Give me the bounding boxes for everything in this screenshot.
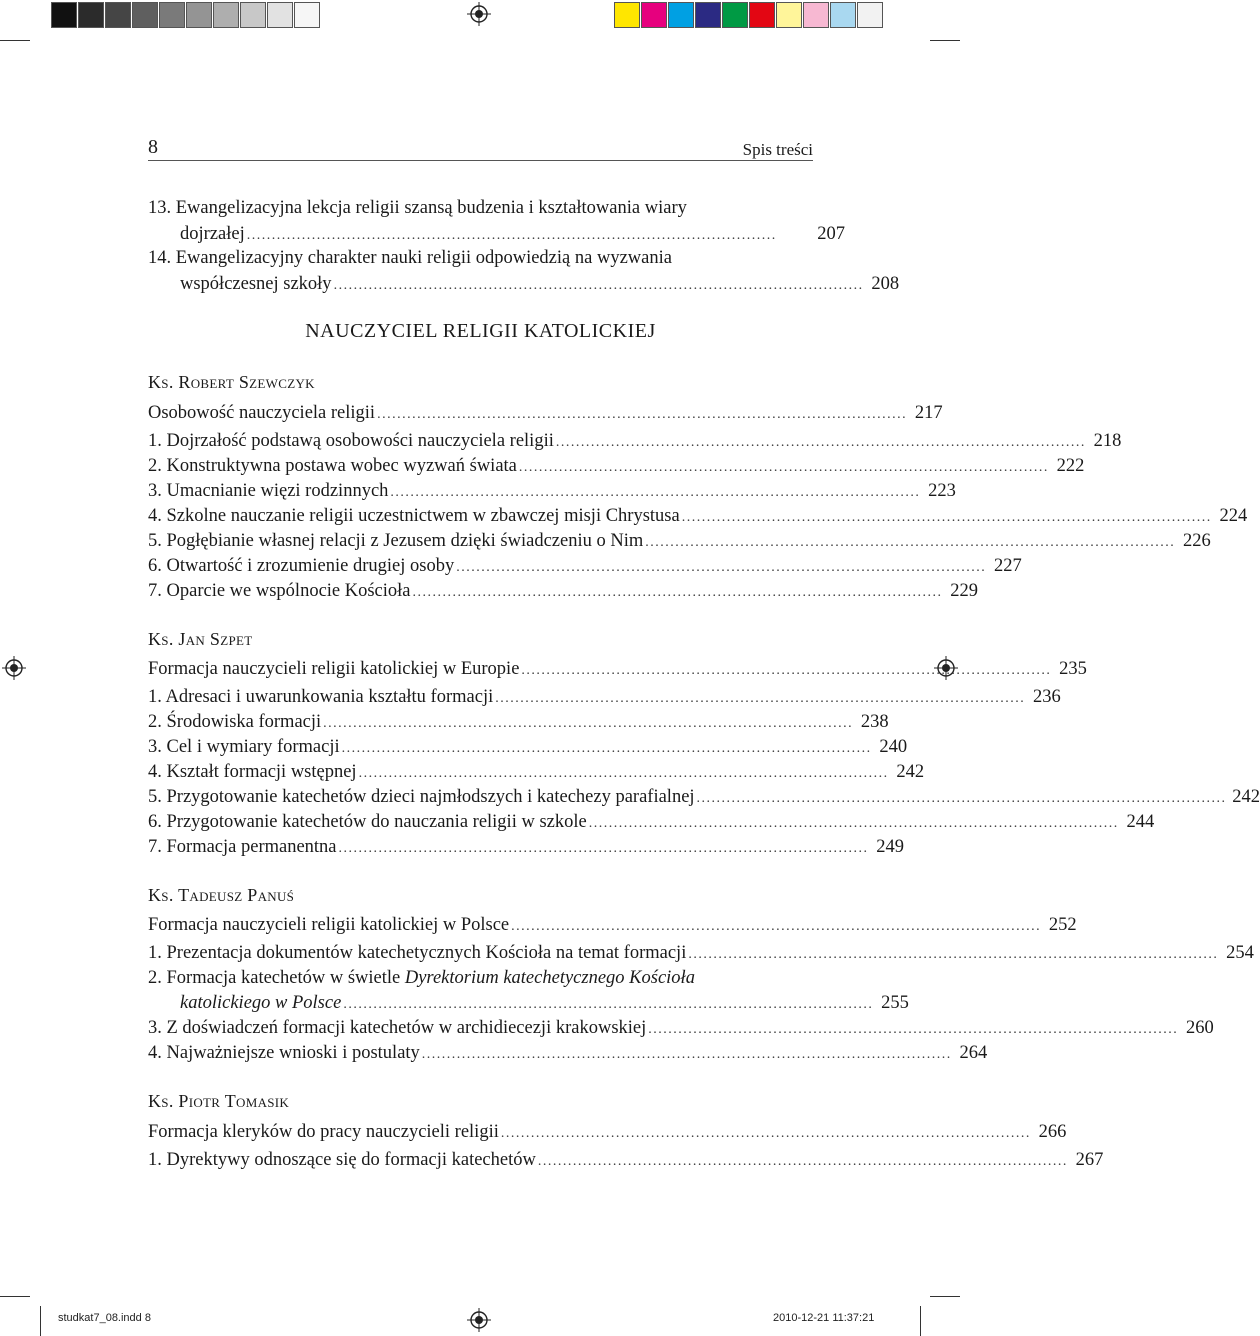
- toc-page-number: 223: [928, 481, 956, 501]
- toc-entry-text: 6. Przygotowanie katechetów do nauczania religii w szkole: [148, 812, 587, 832]
- color-swatch: [105, 2, 131, 28]
- author-name: Ks. Piotr Tomasik: [148, 1091, 290, 1111]
- toc-entry-text: Formacja nauczycieli religii katolickiej w Europie: [148, 659, 520, 679]
- color-swatch: [267, 2, 293, 28]
- color-swatch: [641, 2, 667, 28]
- grayscale-color-bar: [51, 2, 321, 28]
- toc-page-number: 227: [993, 556, 1022, 576]
- toc-page-number: 235: [1059, 659, 1087, 679]
- toc-entry-text: 3. Umacnianie więzi rodzinnych: [148, 481, 389, 501]
- toc-page-number: 249: [876, 837, 905, 857]
- toc-page-number: 255: [881, 993, 909, 1013]
- toc-page-number: 226: [1182, 531, 1211, 551]
- toc-entry-text: 13. Ewangelizacyjna lekcja religii szansą budzenia i kształtowania wiary: [148, 198, 687, 218]
- toc-entry[interactable]: [148, 735, 908, 760]
- leader-dots: [377, 402, 905, 427]
- toc-page-number: 260: [1186, 1018, 1214, 1038]
- toc-entry[interactable]: [148, 1016, 1214, 1041]
- leader-dots: [645, 530, 1173, 555]
- crop-mark: [40, 1306, 41, 1336]
- toc-entry-line: [148, 246, 813, 271]
- toc-entry-text: dojrzałej: [180, 224, 245, 244]
- leader-dots: [390, 480, 918, 505]
- toc-entry[interactable]: [148, 991, 909, 1016]
- color-swatch: [240, 2, 266, 28]
- toc-page-number: 242: [1232, 787, 1260, 807]
- toc-page-number: 224: [1219, 506, 1248, 526]
- leader-dots: [456, 555, 984, 580]
- toc-page-number: 266: [1038, 1122, 1067, 1142]
- toc-entry[interactable]: [148, 810, 1155, 835]
- running-header: [148, 136, 813, 161]
- toc-entry[interactable]: [148, 785, 1260, 810]
- toc-entry-text: 5. Pogłębianie własnej relacji z Jezusem dzięki świadczeniu o Nim: [148, 531, 644, 551]
- toc-entry-text: 1. Adresaci i uwarunkowania kształtu formacji: [148, 687, 494, 707]
- running-title: Spis treści: [742, 140, 813, 159]
- toc-entry-text: 1. Dyrektywy odnoszące się do formacji katechetów: [148, 1150, 536, 1170]
- toc-page-number: 207: [817, 224, 845, 244]
- toc-entry-text: 3. Cel i wymiary formacji: [148, 737, 340, 757]
- leader-dots: [521, 658, 1049, 683]
- color-swatch: [695, 2, 721, 28]
- toc-page-number: 218: [1093, 431, 1122, 451]
- registration-mark-icon: [2, 656, 26, 680]
- toc-entry[interactable]: [148, 504, 1248, 529]
- toc-entry-text: 1. Dojrzałość podstawą osobowości nauczyciela religii: [148, 431, 554, 451]
- toc-entry-text: 2. Środowiska formacji: [148, 712, 322, 732]
- leader-dots: [519, 455, 1047, 480]
- toc-entry-line: [148, 966, 813, 991]
- crop-mark: [0, 40, 30, 41]
- process-color-bar: [614, 2, 884, 28]
- registration-mark-icon: [467, 2, 491, 26]
- color-swatch: [51, 2, 77, 28]
- toc-entry[interactable]: [148, 1148, 1104, 1173]
- leader-dots: [413, 580, 941, 605]
- toc-page-number: 264: [959, 1043, 988, 1063]
- color-swatch: [213, 2, 239, 28]
- leader-dots: [247, 223, 807, 248]
- toc-page-number: 240: [879, 737, 908, 757]
- toc-entry-text: współczesnej szkoły: [180, 274, 332, 294]
- toc-entry[interactable]: [148, 272, 900, 297]
- author-name: Ks. Robert Szewczyk: [148, 372, 315, 392]
- leader-dots: [556, 430, 1084, 455]
- leader-dots: [339, 836, 867, 861]
- toc-entry-italic-title: katolickiego w Polsce: [180, 993, 342, 1013]
- toc-entry-text: 4. Kształt formacji wstępnej: [148, 762, 357, 782]
- toc-entry-text: 2. Konstruktywna postawa wobec wyzwań świata: [148, 456, 517, 476]
- toc-page-number: 222: [1056, 456, 1085, 476]
- color-swatch: [749, 2, 775, 28]
- leader-dots: [422, 1042, 950, 1067]
- leader-dots: [688, 942, 1216, 967]
- color-swatch: [159, 2, 185, 28]
- crop-mark: [930, 1296, 960, 1297]
- color-swatch: [803, 2, 829, 28]
- leader-dots: [342, 736, 870, 761]
- toc-entry-text: Osobowość nauczyciela religii: [148, 403, 376, 423]
- toc-page-number: 217: [914, 403, 943, 423]
- toc-entry[interactable]: [148, 710, 889, 735]
- toc-page-number: 244: [1126, 812, 1155, 832]
- toc-page-number: 208: [871, 274, 900, 294]
- leader-dots: [538, 1149, 1066, 1174]
- crop-mark: [930, 40, 960, 41]
- color-swatch: [78, 2, 104, 28]
- toc-entry-italic-title: Dyrektorium katechetycznego Kościoła: [404, 968, 695, 988]
- slug-filename: studkat7_08.indd 8: [58, 1312, 151, 1324]
- color-swatch: [294, 2, 320, 28]
- color-swatch: [132, 2, 158, 28]
- toc-entry-text: 3. Z doświadczeń formacji katechetów w archidiecezji krakowskiej: [148, 1018, 647, 1038]
- toc-entry[interactable]: [148, 429, 1122, 454]
- toc-entry-text: 1. Prezentacja dokumentów katechetycznych Kościoła na temat formacji: [148, 943, 687, 963]
- toc-entry-text: 2. Formacja katechetów w świetle: [148, 968, 405, 988]
- author-name: Ks. Jan Szpet: [148, 629, 253, 649]
- toc-entry-text: 7. Formacja permanentna: [148, 837, 337, 857]
- color-swatch: [186, 2, 212, 28]
- toc-entry[interactable]: [148, 479, 956, 504]
- color-swatch: [776, 2, 802, 28]
- color-swatch: [830, 2, 856, 28]
- toc-entry[interactable]: [148, 1120, 1067, 1145]
- toc-entry[interactable]: [148, 401, 943, 426]
- leader-dots: [343, 992, 871, 1017]
- toc-entry-text: Formacja kleryków do pracy nauczycieli religii: [148, 1122, 499, 1142]
- leader-dots: [501, 1121, 1029, 1146]
- section-heading: NAUCZYCIEL RELIGII KATOLICKIEJ: [305, 320, 656, 342]
- toc-entry-text: 5. Przygotowanie katechetów dzieci najmłodszych i katechezy parafialnej: [148, 787, 695, 807]
- toc-entry[interactable]: [148, 835, 905, 860]
- toc-entry-text: Formacja nauczycieli religii katolickiej w Polsce: [148, 915, 510, 935]
- leader-dots: [323, 711, 851, 736]
- toc-page-number: 238: [860, 712, 889, 732]
- author-name: Ks. Tadeusz Panuś: [148, 885, 295, 905]
- toc-entry[interactable]: [148, 222, 845, 247]
- toc-entry[interactable]: [148, 529, 1211, 554]
- toc-entry[interactable]: [148, 1041, 988, 1066]
- slug-timestamp: 2010-12-21 11:37:21: [773, 1312, 875, 1324]
- toc-entry[interactable]: [148, 913, 1077, 938]
- leader-dots: [359, 761, 887, 786]
- toc-entry-text: 7. Oparcie we wspólnocie Kościoła: [148, 581, 411, 601]
- toc-entry-text: 4. Szkolne nauczanie religii uczestnictwem w zbawczej misji Chrystusa: [148, 506, 680, 526]
- color-swatch: [614, 2, 640, 28]
- registration-mark-icon: [467, 1308, 491, 1332]
- toc-page-number: 242: [896, 762, 925, 782]
- color-swatch: [857, 2, 883, 28]
- toc-entry[interactable]: [148, 685, 1061, 710]
- toc-entry-text: 14. Ewangelizacyjny charakter nauki religii odpowiedzią na wyzwania: [148, 248, 672, 268]
- leader-dots: [511, 914, 1039, 939]
- toc-page-number: 236: [1032, 687, 1061, 707]
- page-number: 8: [148, 136, 158, 158]
- toc-entry[interactable]: [148, 579, 979, 604]
- leader-dots: [682, 505, 1210, 530]
- toc-entry-text: 4. Najważniejsze wnioski i postulaty: [148, 1043, 420, 1063]
- toc-page-number: 267: [1075, 1150, 1104, 1170]
- toc-entry[interactable]: [148, 454, 1085, 479]
- toc-page-number: 254: [1226, 943, 1254, 963]
- toc-entry[interactable]: [148, 554, 1022, 579]
- toc-entry-line: [148, 196, 813, 221]
- leader-dots: [697, 786, 1225, 811]
- toc-entry[interactable]: [148, 941, 1254, 966]
- leader-dots: [334, 273, 862, 298]
- leader-dots: [648, 1017, 1176, 1042]
- toc-entry[interactable]: [148, 760, 925, 785]
- color-swatch: [668, 2, 694, 28]
- toc-entry[interactable]: [148, 657, 1087, 682]
- leader-dots: [495, 686, 1023, 711]
- toc-page-number: 252: [1048, 915, 1077, 935]
- leader-dots: [589, 811, 1117, 836]
- crop-mark: [920, 1306, 921, 1336]
- crop-mark: [0, 1296, 30, 1297]
- toc-entry-text: 6. Otwartość i zrozumienie drugiej osoby: [148, 556, 455, 576]
- color-swatch: [722, 2, 748, 28]
- toc-page-number: 229: [950, 581, 979, 601]
